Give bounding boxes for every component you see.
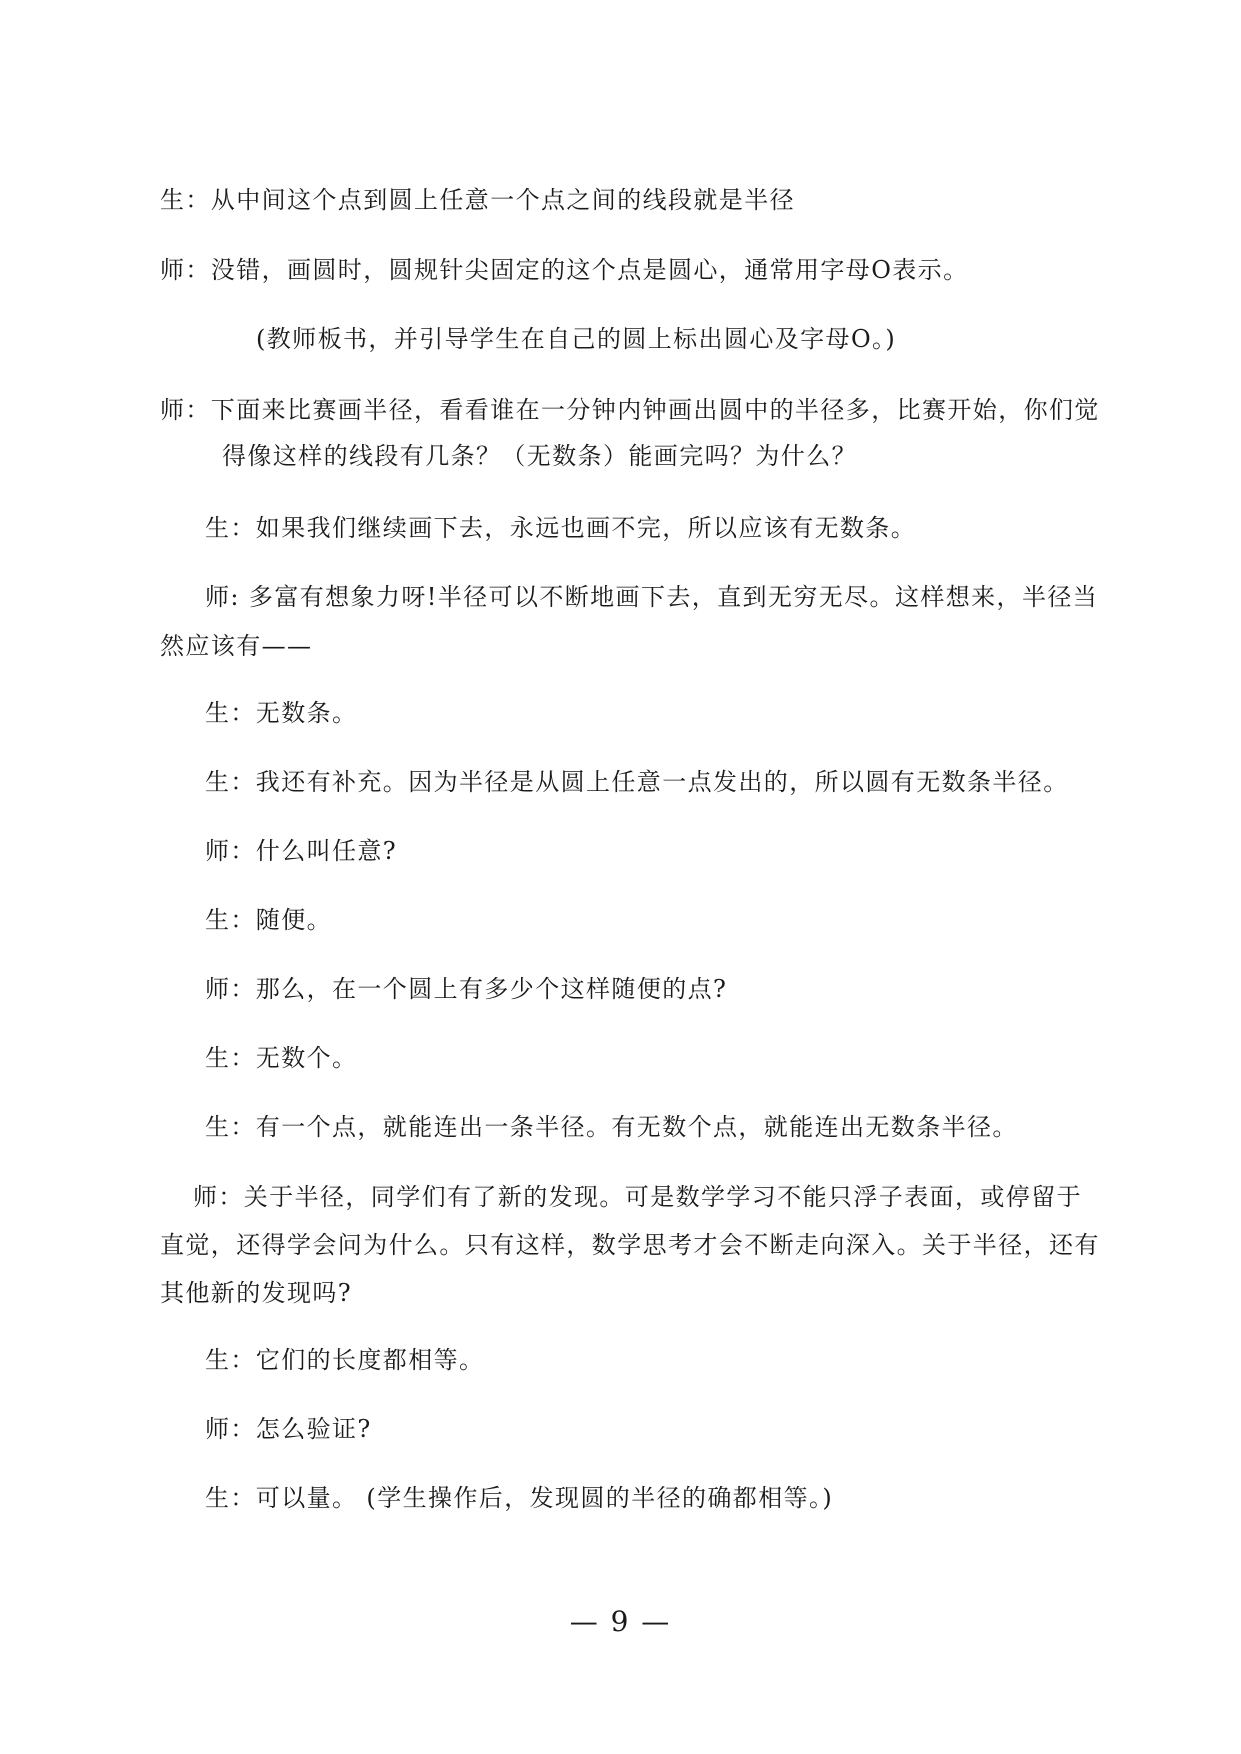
- dialogue-line: 师：没错，画圆时，圆规针尖固定的这个点是圆心，通常用字母O表示。: [160, 256, 969, 284]
- dialogue-line: 生：随便。: [205, 906, 332, 934]
- dialogue-line: 生：我还有补充。因为半径是从圆上任意一点发出的，所以圆有无数条半径。: [205, 768, 1069, 796]
- dialogue-line: 生：无数条。: [205, 699, 358, 727]
- dialogue-line: 生：如果我们继续画下去，永远也画不完，所以应该有无数条。: [205, 514, 917, 542]
- dialogue-line: 生：有一个点，就能连出一条半径。有无数个点，就能连出无数条半径。: [205, 1113, 1018, 1141]
- dialogue-line: 师：关于半径，同学们有了新的发现。可是数学学习不能只浮子表面，或停留于: [193, 1183, 1082, 1211]
- dialogue-line: 生：可以量。 (学生操作后，发现圆的半径的确都相等。): [205, 1484, 834, 1512]
- stage-direction-line: (教师板书，并引导学生在自己的圆上标出圆心及字母O。): [256, 325, 897, 353]
- dialogue-line: 师: 多富有想象力呀!半径可以不断地画下去，直到无穷无尽。这样想来，半径当: [205, 583, 1099, 611]
- page-number: — 9 —: [569, 1605, 672, 1638]
- dialogue-line: 师：下面来比赛画半径，看看谁在一分钟内钟画出圆中的半径多，比赛开始，你们觉: [160, 396, 1100, 424]
- dialogue-line: 师：怎么验证?: [205, 1415, 372, 1443]
- dialogue-line: 师：那么，在一个圆上有多少个这样随便的点?: [205, 975, 728, 1003]
- dialogue-continuation-line: 直觉，还得学会问为什么。只有这样，数学思考才会不断走向深入。关于半径，还有: [160, 1231, 1100, 1259]
- dialogue-continuation-line: 得像这样的线段有几条？（无数条）能画完吗？为什么？: [222, 442, 857, 470]
- dialogue-line: 师：什么叫任意?: [205, 837, 398, 865]
- dialogue-line: 生：从中间这个点到圆上任意一个点之间的线段就是半径: [160, 186, 795, 214]
- dialogue-line: 生：无数个。: [205, 1044, 358, 1072]
- dialogue-continuation-line: 然应该有——: [160, 632, 313, 660]
- dialogue-line: 生：它们的长度都相等。: [205, 1346, 485, 1374]
- dialogue-continuation-line: 其他新的发现吗?: [160, 1279, 353, 1307]
